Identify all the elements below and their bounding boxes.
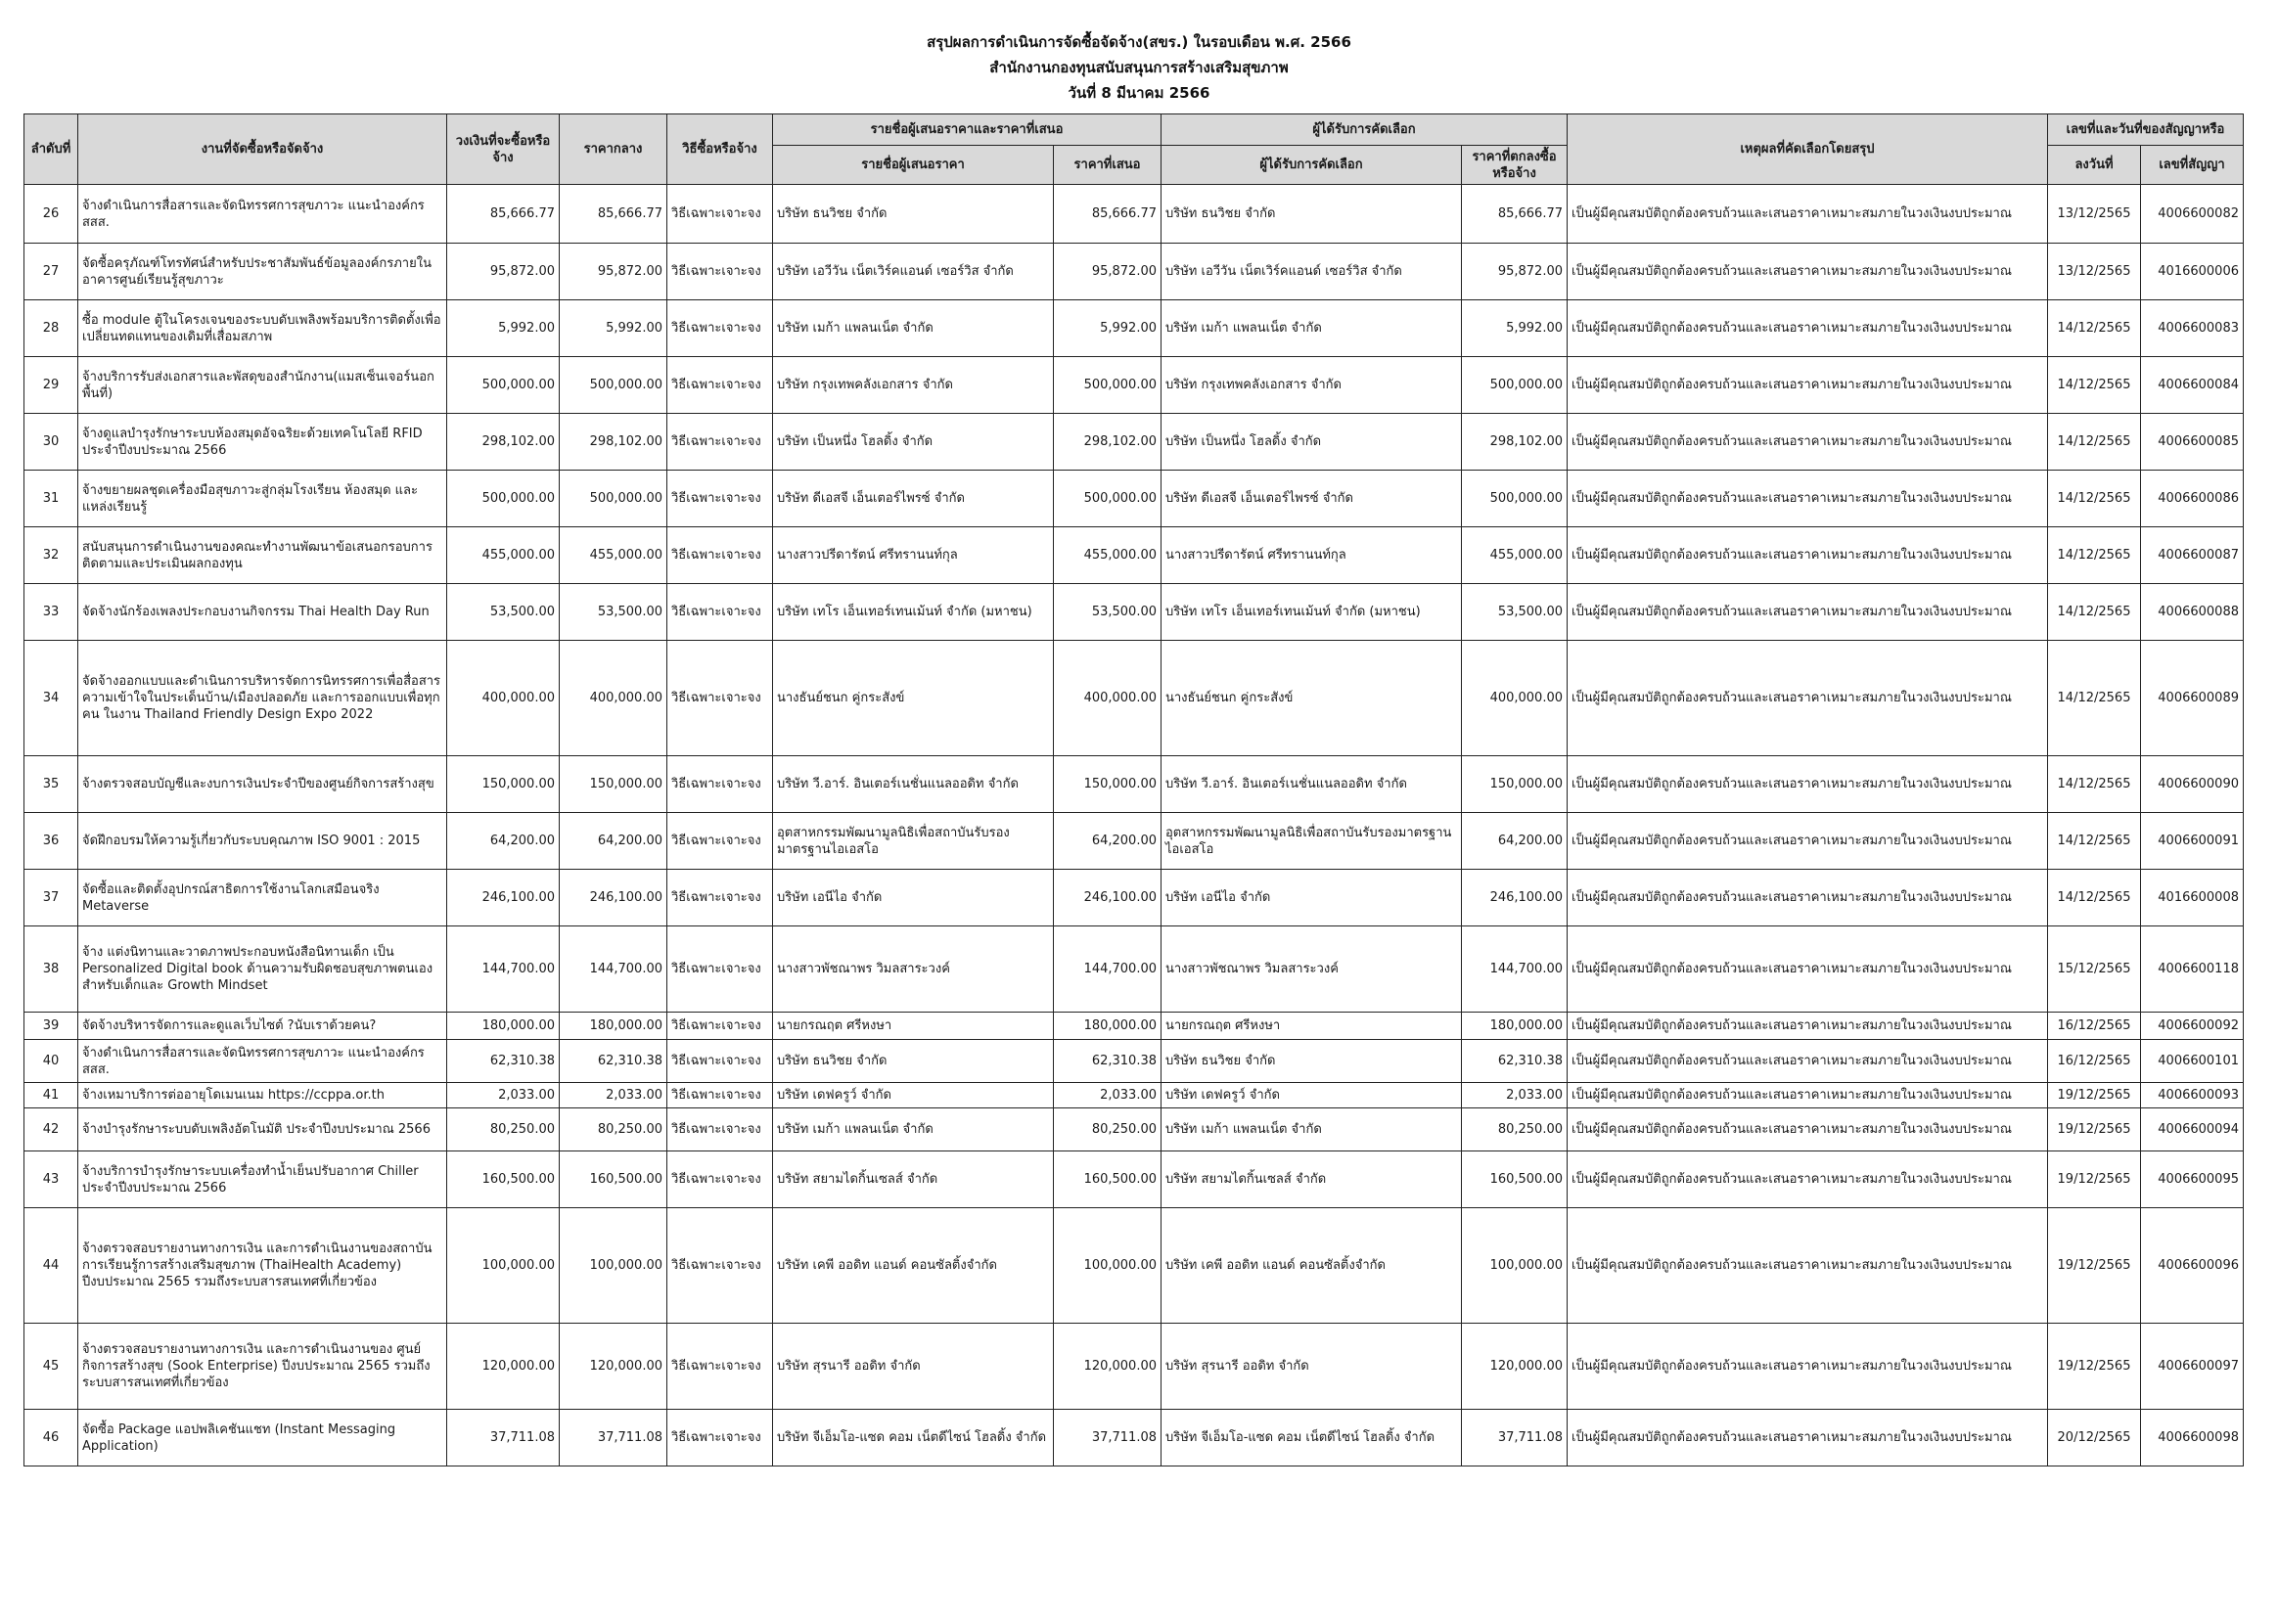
col-header-agreed-price: ราคาที่ตกลงซื้อหรือจ้าง	[1462, 146, 1568, 185]
col-header-median: ราคากลาง	[560, 114, 667, 185]
cell-agreed: 80,250.00	[1462, 1108, 1568, 1151]
cell-date: 14/12/2565	[2048, 756, 2141, 813]
cell-bidder: บริษัท ธนวิชย จำกัด	[773, 1040, 1054, 1083]
cell-no: 43	[24, 1151, 78, 1208]
cell-reason: เป็นผู้มีคุณสมบัติถูกต้องครบถ้วนและเสนอราคาเหมาะสมภายในวงเงินงบประมาณ	[1568, 926, 2048, 1013]
cell-reason: เป็นผู้มีคุณสมบัติถูกต้องครบถ้วนและเสนอราคาเหมาะสมภายในวงเงินงบประมาณ	[1568, 1208, 2048, 1324]
cell-contract: 4016600006	[2141, 244, 2244, 300]
cell-method: วิธีเฉพาะเจาะจง	[667, 244, 773, 300]
cell-reason: เป็นผู้มีคุณสมบัติถูกต้องครบถ้วนและเสนอราคาเหมาะสมภายในวงเงินงบประมาณ	[1568, 244, 2048, 300]
cell-agreed: 5,992.00	[1462, 300, 1568, 357]
cell-bid: 180,000.00	[1054, 1013, 1162, 1040]
procurement-table	[23, 113, 2244, 1466]
cell-date: 19/12/2565	[2048, 1208, 2141, 1324]
cell-reason: เป็นผู้มีคุณสมบัติถูกต้องครบถ้วนและเสนอราคาเหมาะสมภายในวงเงินงบประมาณ	[1568, 584, 2048, 641]
cell-method: วิธีเฉพาะเจาะจง	[667, 870, 773, 926]
cell-winner: บริษัท เป็นหนึ่ง โฮลดิ้ง จำกัด	[1162, 414, 1462, 471]
cell-budget: 5,992.00	[447, 300, 560, 357]
cell-agreed: 500,000.00	[1462, 357, 1568, 414]
cell-reason: เป็นผู้มีคุณสมบัติถูกต้องครบถ้วนและเสนอราคาเหมาะสมภายในวงเงินงบประมาณ	[1568, 1013, 2048, 1040]
table-row	[24, 1208, 2244, 1324]
cell-method: วิธีเฉพาะเจาะจง	[667, 756, 773, 813]
cell-budget: 95,872.00	[447, 244, 560, 300]
cell-agreed: 95,872.00	[1462, 244, 1568, 300]
col-group-contract: เลขที่และวันที่ของสัญญาหรือ	[2048, 114, 2244, 146]
table-row	[24, 1013, 2244, 1040]
table-row	[24, 527, 2244, 584]
cell-median: 62,310.38	[560, 1040, 667, 1083]
cell-budget: 64,200.00	[447, 813, 560, 870]
cell-agreed: 500,000.00	[1462, 471, 1568, 527]
cell-bid: 500,000.00	[1054, 471, 1162, 527]
cell-contract: 4006600091	[2141, 813, 2244, 870]
cell-winner: บริษัท สุรนารี ออดิท จำกัด	[1162, 1324, 1462, 1410]
cell-contract: 4006600085	[2141, 414, 2244, 471]
cell-no: 35	[24, 756, 78, 813]
cell-median: 180,000.00	[560, 1013, 667, 1040]
cell-contract: 4006600087	[2141, 527, 2244, 584]
cell-no: 34	[24, 641, 78, 756]
cell-winner: บริษัท ธนวิชย จำกัด	[1162, 1040, 1462, 1083]
cell-winner: นางธันย์ชนก คู่กระสังข์	[1162, 641, 1462, 756]
cell-task: สนับสนุนการดำเนินงานของคณะทำงานพัฒนาข้อเสนอกรอบการติดตามและประเมินผลกองทุน	[78, 527, 447, 584]
cell-bid: 160,500.00	[1054, 1151, 1162, 1208]
cell-method: วิธีเฉพาะเจาะจง	[667, 1013, 773, 1040]
cell-bidder: บริษัท เคพี ออดิท แอนด์ คอนซัลติ้งจำกัด	[773, 1208, 1054, 1324]
col-header-contract-no: เลขที่สัญญา	[2141, 146, 2244, 185]
cell-task: จ้างตรวจสอบรายงานทางการเงิน และการดำเนินงานของสถาบันการเรียนรู้การสร้างเสริมสุขภาพ (ThaiHealth Academy) ปีงบประมาณ 2565 รวมถึงระบบสารสนเทศที่เกี่ยวข้อง	[78, 1208, 447, 1324]
table-row	[24, 813, 2244, 870]
cell-task: ซื้อ module ตู้ในโครงเจนของระบบดับเพลิงพร้อมบริการติดตั้งเพื่อเปลี่ยนทดแทนของเดิมที่เสื่อมสภาพ	[78, 300, 447, 357]
cell-median: 95,872.00	[560, 244, 667, 300]
cell-winner: นางสาวพัชณาพร วิมลสาระวงค์	[1162, 926, 1462, 1013]
cell-median: 2,033.00	[560, 1083, 667, 1108]
cell-date: 13/12/2565	[2048, 185, 2141, 244]
cell-winner: นางสาวปรีดารัตน์ ศรีทรานนท์กุล	[1162, 527, 1462, 584]
cell-contract: 4006600094	[2141, 1108, 2244, 1151]
report-header	[0, 29, 2278, 106]
cell-bid: 150,000.00	[1054, 756, 1162, 813]
cell-contract: 4006600098	[2141, 1410, 2244, 1466]
cell-reason: เป็นผู้มีคุณสมบัติถูกต้องครบถ้วนและเสนอราคาเหมาะสมภายในวงเงินงบประมาณ	[1568, 414, 2048, 471]
cell-bid: 298,102.00	[1054, 414, 1162, 471]
table-row	[24, 185, 2244, 244]
cell-reason: เป็นผู้มีคุณสมบัติถูกต้องครบถ้วนและเสนอราคาเหมาะสมภายในวงเงินงบประมาณ	[1568, 1040, 2048, 1083]
cell-bid: 5,992.00	[1054, 300, 1162, 357]
cell-reason: เป็นผู้มีคุณสมบัติถูกต้องครบถ้วนและเสนอราคาเหมาะสมภายในวงเงินงบประมาณ	[1568, 756, 2048, 813]
cell-winner: บริษัท จีเอ็มโอ-แซด คอม เน็ตดีไซน์ โฮลดิ้ง จำกัด	[1162, 1410, 1462, 1466]
cell-task: จ้างดำเนินการสื่อสารและจัดนิทรรศการสุขภาวะ แนะนำองค์กร สสส.	[78, 1040, 447, 1083]
col-header-winner-name: ผู้ได้รับการคัดเลือก	[1162, 146, 1462, 185]
cell-bid: 100,000.00	[1054, 1208, 1162, 1324]
cell-method: วิธีเฉพาะเจาะจง	[667, 471, 773, 527]
table-row	[24, 471, 2244, 527]
col-group-bidders: รายชื่อผู้เสนอราคาและราคาที่เสนอ	[773, 114, 1162, 146]
cell-agreed: 53,500.00	[1462, 584, 1568, 641]
cell-winner: บริษัท ธนวิชย จำกัด	[1162, 185, 1462, 244]
cell-no: 32	[24, 527, 78, 584]
cell-agreed: 246,100.00	[1462, 870, 1568, 926]
cell-median: 150,000.00	[560, 756, 667, 813]
cell-date: 16/12/2565	[2048, 1013, 2141, 1040]
cell-contract: 4006600088	[2141, 584, 2244, 641]
cell-method: วิธีเฉพาะเจาะจง	[667, 641, 773, 756]
cell-bidder: บริษัท ดีเอสจี เอ็นเตอร์ไพรซ์ จำกัด	[773, 471, 1054, 527]
cell-median: 160,500.00	[560, 1151, 667, 1208]
cell-contract: 4006600095	[2141, 1151, 2244, 1208]
cell-median: 500,000.00	[560, 471, 667, 527]
cell-winner: บริษัท เอนีไอ จำกัด	[1162, 870, 1462, 926]
cell-method: วิธีเฉพาะเจาะจง	[667, 1208, 773, 1324]
cell-method: วิธีเฉพาะเจาะจง	[667, 357, 773, 414]
cell-method: วิธีเฉพาะเจาะจง	[667, 1410, 773, 1466]
cell-agreed: 180,000.00	[1462, 1013, 1568, 1040]
col-header-contract-date: ลงวันที่	[2048, 146, 2141, 185]
cell-bidder: นางธันย์ชนก คู่กระสังข์	[773, 641, 1054, 756]
cell-date: 16/12/2565	[2048, 1040, 2141, 1083]
col-header-bidder-name: รายชื่อผู้เสนอราคา	[773, 146, 1054, 185]
cell-winner: บริษัท วี.อาร์. อินเตอร์เนชั่นแนลออดิท จำกัด	[1162, 756, 1462, 813]
cell-task: จ้าง แต่งนิทานและวาดภาพประกอบหนังสือนิทานเด็ก เป็น Personalized Digital book ด้านความรับผิดชอบสุขภาพตนเองสำหรับเด็กและ Growth Mindset	[78, 926, 447, 1013]
cell-median: 37,711.08	[560, 1410, 667, 1466]
cell-no: 45	[24, 1324, 78, 1410]
cell-no: 26	[24, 185, 78, 244]
cell-contract: 4006600083	[2141, 300, 2244, 357]
cell-no: 31	[24, 471, 78, 527]
cell-median: 246,100.00	[560, 870, 667, 926]
cell-bid: 2,033.00	[1054, 1083, 1162, 1108]
cell-bidder: บริษัท สยามไดกิ้นเซลส์ จำกัด	[773, 1151, 1054, 1208]
cell-method: วิธีเฉพาะเจาะจง	[667, 414, 773, 471]
cell-agreed: 144,700.00	[1462, 926, 1568, 1013]
cell-contract: 4006600118	[2141, 926, 2244, 1013]
cell-task: จัดจ้างนักร้องเพลงประกอบงานกิจกรรม Thai Health Day Run	[78, 584, 447, 641]
cell-task: จ้างบริการรับส่งเอกสารและพัสดุของสำนักงาน(แมสเซ็นเจอร์นอกพื้นที่)	[78, 357, 447, 414]
col-header-no: ลำดับที่	[24, 114, 78, 185]
report-date: วันที่ 8 มีนาคม 2566	[1068, 84, 1210, 102]
cell-date: 19/12/2565	[2048, 1324, 2141, 1410]
cell-contract: 4006600086	[2141, 471, 2244, 527]
table-row	[24, 1410, 2244, 1466]
cell-reason: เป็นผู้มีคุณสมบัติถูกต้องครบถ้วนและเสนอราคาเหมาะสมภายในวงเงินงบประมาณ	[1568, 527, 2048, 584]
cell-method: วิธีเฉพาะเจาะจง	[667, 527, 773, 584]
report-title: สรุปผลการดำเนินการจัดซื้อจัดจ้าง(สขร.) ในรอบเดือน พ.ศ. 2566	[927, 33, 1351, 51]
table-row	[24, 1040, 2244, 1083]
cell-winner: บริษัท สยามไดกิ้นเซลส์ จำกัด	[1162, 1151, 1462, 1208]
cell-median: 53,500.00	[560, 584, 667, 641]
cell-task: จัดฝึกอบรมให้ความรู้เกี่ยวกับระบบคุณภาพ ISO 9001 : 2015	[78, 813, 447, 870]
cell-budget: 100,000.00	[447, 1208, 560, 1324]
cell-budget: 500,000.00	[447, 357, 560, 414]
cell-bidder: บริษัท เอวีวัน เน็ตเวิร์คแอนด์ เซอร์วิส จำกัด	[773, 244, 1054, 300]
cell-reason: เป็นผู้มีคุณสมบัติถูกต้องครบถ้วนและเสนอราคาเหมาะสมภายในวงเงินงบประมาณ	[1568, 357, 2048, 414]
cell-contract: 4006600082	[2141, 185, 2244, 244]
cell-date: 14/12/2565	[2048, 813, 2141, 870]
cell-bid: 144,700.00	[1054, 926, 1162, 1013]
table-body	[24, 185, 2244, 1466]
cell-budget: 53,500.00	[447, 584, 560, 641]
table-row	[24, 756, 2244, 813]
table-row	[24, 584, 2244, 641]
cell-contract: 4006600093	[2141, 1083, 2244, 1108]
col-header-bid-price: ราคาที่เสนอ	[1054, 146, 1162, 185]
cell-median: 5,992.00	[560, 300, 667, 357]
cell-bidder: บริษัท วี.อาร์. อินเตอร์เนชั่นแนลออดิท จำกัด	[773, 756, 1054, 813]
cell-contract: 4016600008	[2141, 870, 2244, 926]
cell-median: 64,200.00	[560, 813, 667, 870]
table-row	[24, 244, 2244, 300]
cell-contract: 4006600089	[2141, 641, 2244, 756]
cell-date: 15/12/2565	[2048, 926, 2141, 1013]
cell-median: 120,000.00	[560, 1324, 667, 1410]
cell-date: 14/12/2565	[2048, 527, 2141, 584]
cell-budget: 400,000.00	[447, 641, 560, 756]
cell-budget: 298,102.00	[447, 414, 560, 471]
cell-no: 40	[24, 1040, 78, 1083]
cell-task: จ้างตรวจสอบรายงานทางการเงิน และการดำเนินงานของ ศูนย์กิจการสร้างสุข (Sook Enterprise) ปีงบประมาณ 2565 รวมถึงระบบสารสนเทศที่เกี่ยวข้อง	[78, 1324, 447, 1410]
cell-task: จ้างบำรุงรักษาระบบดับเพลิงอัตโนมัติ ประจำปีงบประมาณ 2566	[78, 1108, 447, 1151]
cell-method: วิธีเฉพาะเจาะจง	[667, 300, 773, 357]
cell-bid: 53,500.00	[1054, 584, 1162, 641]
cell-agreed: 298,102.00	[1462, 414, 1568, 471]
cell-task: จ้างขยายผลชุดเครื่องมือสุขภาวะสู่กลุ่มโรงเรียน ห้องสมุด และแหล่งเรียนรู้	[78, 471, 447, 527]
cell-budget: 150,000.00	[447, 756, 560, 813]
cell-date: 14/12/2565	[2048, 641, 2141, 756]
cell-task: จ้างตรวจสอบบัญชีและงบการเงินประจำปีของศูนย์กิจการสร้างสุข	[78, 756, 447, 813]
cell-budget: 85,666.77	[447, 185, 560, 244]
cell-median: 400,000.00	[560, 641, 667, 756]
cell-contract: 4006600092	[2141, 1013, 2244, 1040]
cell-task: จัดจ้างบริหารจัดการและดูแลเว็บไซต์ ?นับเราด้วยคน?	[78, 1013, 447, 1040]
cell-agreed: 85,666.77	[1462, 185, 1568, 244]
cell-date: 14/12/2565	[2048, 584, 2141, 641]
cell-budget: 180,000.00	[447, 1013, 560, 1040]
cell-no: 28	[24, 300, 78, 357]
cell-bidder: บริษัท เทโร เอ็นเทอร์เทนเม้นท์ จำกัด (มหาชน)	[773, 584, 1054, 641]
cell-method: วิธีเฉพาะเจาะจง	[667, 926, 773, 1013]
table-row	[24, 1324, 2244, 1410]
cell-method: วิธีเฉพาะเจาะจง	[667, 1324, 773, 1410]
cell-bid: 120,000.00	[1054, 1324, 1162, 1410]
cell-reason: เป็นผู้มีคุณสมบัติถูกต้องครบถ้วนและเสนอราคาเหมาะสมภายในวงเงินงบประมาณ	[1568, 1083, 2048, 1108]
cell-budget: 80,250.00	[447, 1108, 560, 1151]
cell-date: 19/12/2565	[2048, 1108, 2141, 1151]
cell-reason: เป็นผู้มีคุณสมบัติถูกต้องครบถ้วนและเสนอราคาเหมาะสมภายในวงเงินงบประมาณ	[1568, 870, 2048, 926]
cell-bid: 400,000.00	[1054, 641, 1162, 756]
organization-name: สำนักงานกองทุนสนับสนุนการสร้างเสริมสุขภาพ	[989, 59, 1289, 76]
cell-no: 38	[24, 926, 78, 1013]
cell-contract: 4006600090	[2141, 756, 2244, 813]
cell-method: วิธีเฉพาะเจาะจง	[667, 185, 773, 244]
cell-bidder: บริษัท เดฟครูว์ จำกัด	[773, 1083, 1054, 1108]
cell-date: 19/12/2565	[2048, 1151, 2141, 1208]
cell-contract: 4006600084	[2141, 357, 2244, 414]
cell-bidder: บริษัท กรุงเทพคลังเอกสาร จำกัด	[773, 357, 1054, 414]
cell-budget: 246,100.00	[447, 870, 560, 926]
cell-median: 85,666.77	[560, 185, 667, 244]
cell-median: 298,102.00	[560, 414, 667, 471]
cell-agreed: 400,000.00	[1462, 641, 1568, 756]
cell-bidder: นางสาวปรีดารัตน์ ศรีทรานนท์กุล	[773, 527, 1054, 584]
cell-method: วิธีเฉพาะเจาะจง	[667, 1083, 773, 1108]
cell-bidder: บริษัท ธนวิชย จำกัด	[773, 185, 1054, 244]
cell-reason: เป็นผู้มีคุณสมบัติถูกต้องครบถ้วนและเสนอราคาเหมาะสมภายในวงเงินงบประมาณ	[1568, 185, 2048, 244]
cell-bidder: บริษัท เป็นหนึ่ง โฮลดิ้ง จำกัด	[773, 414, 1054, 471]
cell-winner: บริษัท เอวีวัน เน็ตเวิร์คแอนด์ เซอร์วิส จำกัด	[1162, 244, 1462, 300]
cell-no: 33	[24, 584, 78, 641]
cell-winner: บริษัท ดีเอสจี เอ็นเตอร์ไพรซ์ จำกัด	[1162, 471, 1462, 527]
cell-budget: 120,000.00	[447, 1324, 560, 1410]
cell-task: จัดซื้อครุภัณฑ์โทรทัศน์สำหรับประชาสัมพันธ์ข้อมูลองค์กรภายในอาคารศูนย์เรียนรู้สุขภาวะ	[78, 244, 447, 300]
cell-date: 13/12/2565	[2048, 244, 2141, 300]
cell-median: 500,000.00	[560, 357, 667, 414]
cell-winner: บริษัท เทโร เอ็นเทอร์เทนเม้นท์ จำกัด (มหาชน)	[1162, 584, 1462, 641]
cell-bidder: บริษัท เมก้า แพลนเน็ต จำกัด	[773, 1108, 1054, 1151]
cell-winner: นายกรณฤต ศรีหงษา	[1162, 1013, 1462, 1040]
table-row	[24, 926, 2244, 1013]
cell-bidder: บริษัท เมก้า แพลนเน็ต จำกัด	[773, 300, 1054, 357]
cell-task: จ้างดำเนินการสื่อสารและจัดนิทรรศการสุขภาวะ แนะนำองค์กร สสส.	[78, 185, 447, 244]
cell-task: จ้างดูแลบำรุงรักษาระบบห้องสมุดอัจฉริยะด้วยเทคโนโลยี RFID ประจำปีงบประมาณ 2566	[78, 414, 447, 471]
cell-contract: 4006600101	[2141, 1040, 2244, 1083]
cell-date: 14/12/2565	[2048, 357, 2141, 414]
cell-budget: 37,711.08	[447, 1410, 560, 1466]
col-group-selected: ผู้ได้รับการคัดเลือก	[1162, 114, 1568, 146]
cell-reason: เป็นผู้มีคุณสมบัติถูกต้องครบถ้วนและเสนอราคาเหมาะสมภายในวงเงินงบประมาณ	[1568, 813, 2048, 870]
cell-method: วิธีเฉพาะเจาะจง	[667, 1040, 773, 1083]
cell-bid: 246,100.00	[1054, 870, 1162, 926]
table-row	[24, 1151, 2244, 1208]
cell-no: 46	[24, 1410, 78, 1466]
cell-no: 30	[24, 414, 78, 471]
cell-bidder: บริษัท จีเอ็มโอ-แซด คอม เน็ตดีไซน์ โฮลดิ้ง จำกัด	[773, 1410, 1054, 1466]
cell-reason: เป็นผู้มีคุณสมบัติถูกต้องครบถ้วนและเสนอราคาเหมาะสมภายในวงเงินงบประมาณ	[1568, 1324, 2048, 1410]
cell-agreed: 120,000.00	[1462, 1324, 1568, 1410]
cell-no: 29	[24, 357, 78, 414]
cell-winner: บริษัท เคพี ออดิท แอนด์ คอนซัลติ้งจำกัด	[1162, 1208, 1462, 1324]
cell-bid: 500,000.00	[1054, 357, 1162, 414]
cell-agreed: 455,000.00	[1462, 527, 1568, 584]
cell-reason: เป็นผู้มีคุณสมบัติถูกต้องครบถ้วนและเสนอราคาเหมาะสมภายในวงเงินงบประมาณ	[1568, 1108, 2048, 1151]
cell-bid: 64,200.00	[1054, 813, 1162, 870]
cell-no: 27	[24, 244, 78, 300]
cell-reason: เป็นผู้มีคุณสมบัติถูกต้องครบถ้วนและเสนอราคาเหมาะสมภายในวงเงินงบประมาณ	[1568, 300, 2048, 357]
cell-contract: 4006600096	[2141, 1208, 2244, 1324]
cell-task: จัดซื้อและติดตั้งอุปกรณ์สาธิตการใช้งานโลกเสมือนจริง Metaverse	[78, 870, 447, 926]
table-row	[24, 1083, 2244, 1108]
table-row	[24, 414, 2244, 471]
cell-agreed: 160,500.00	[1462, 1151, 1568, 1208]
table-row	[24, 1108, 2244, 1151]
cell-winner: อุตสาหกรรมพัฒนามูลนิธิเพื่อสถาบันรับรองมาตรฐานไอเอสโอ	[1162, 813, 1462, 870]
cell-date: 20/12/2565	[2048, 1410, 2141, 1466]
cell-task: จัดซื้อ Package แอปพลิเคชันแชท (Instant Messaging Application)	[78, 1410, 447, 1466]
cell-bid: 95,872.00	[1054, 244, 1162, 300]
table-row	[24, 357, 2244, 414]
cell-median: 100,000.00	[560, 1208, 667, 1324]
cell-budget: 144,700.00	[447, 926, 560, 1013]
cell-bid: 37,711.08	[1054, 1410, 1162, 1466]
cell-agreed: 62,310.38	[1462, 1040, 1568, 1083]
cell-budget: 500,000.00	[447, 471, 560, 527]
cell-reason: เป็นผู้มีคุณสมบัติถูกต้องครบถ้วนและเสนอราคาเหมาะสมภายในวงเงินงบประมาณ	[1568, 1151, 2048, 1208]
table-row	[24, 870, 2244, 926]
cell-bidder: บริษัท เอนีไอ จำกัด	[773, 870, 1054, 926]
cell-contract: 4006600097	[2141, 1324, 2244, 1410]
cell-agreed: 2,033.00	[1462, 1083, 1568, 1108]
cell-date: 14/12/2565	[2048, 300, 2141, 357]
cell-budget: 160,500.00	[447, 1151, 560, 1208]
cell-bid: 62,310.38	[1054, 1040, 1162, 1083]
cell-agreed: 100,000.00	[1462, 1208, 1568, 1324]
cell-reason: เป็นผู้มีคุณสมบัติถูกต้องครบถ้วนและเสนอราคาเหมาะสมภายในวงเงินงบประมาณ	[1568, 641, 2048, 756]
cell-task: จัดจ้างออกแบบและดำเนินการบริหารจัดการนิทรรศการเพื่อสื่อสารความเข้าใจในประเด็นบ้าน/เมืองปลอดภัย และการออกแบบเพื่อทุกคน ในงาน Thailand Friendly Design Expo 2022	[78, 641, 447, 756]
cell-winner: บริษัท เดฟครูว์ จำกัด	[1162, 1083, 1462, 1108]
col-header-task: งานที่จัดซื้อหรือจัดจ้าง	[78, 114, 447, 185]
cell-bidder: บริษัท สุรนารี ออดิท จำกัด	[773, 1324, 1054, 1410]
col-header-reason: เหตุผลที่คัดเลือกโดยสรุป	[1568, 114, 2048, 185]
cell-median: 144,700.00	[560, 926, 667, 1013]
cell-reason: เป็นผู้มีคุณสมบัติถูกต้องครบถ้วนและเสนอราคาเหมาะสมภายในวงเงินงบประมาณ	[1568, 471, 2048, 527]
cell-bidder: นายกรณฤต ศรีหงษา	[773, 1013, 1054, 1040]
cell-budget: 62,310.38	[447, 1040, 560, 1083]
cell-budget: 2,033.00	[447, 1083, 560, 1108]
cell-agreed: 37,711.08	[1462, 1410, 1568, 1466]
cell-winner: บริษัท กรุงเทพคลังเอกสาร จำกัด	[1162, 357, 1462, 414]
cell-task: จ้างบริการบำรุงรักษาระบบเครื่องทำน้ำเย็นปรับอากาศ Chiller ประจำปีงบประมาณ 2566	[78, 1151, 447, 1208]
cell-date: 14/12/2565	[2048, 471, 2141, 527]
cell-date: 19/12/2565	[2048, 1083, 2141, 1108]
cell-no: 36	[24, 813, 78, 870]
cell-agreed: 64,200.00	[1462, 813, 1568, 870]
cell-no: 44	[24, 1208, 78, 1324]
cell-method: วิธีเฉพาะเจาะจง	[667, 1151, 773, 1208]
cell-winner: บริษัท เมก้า แพลนเน็ต จำกัด	[1162, 300, 1462, 357]
cell-median: 80,250.00	[560, 1108, 667, 1151]
cell-date: 14/12/2565	[2048, 870, 2141, 926]
cell-reason: เป็นผู้มีคุณสมบัติถูกต้องครบถ้วนและเสนอราคาเหมาะสมภายในวงเงินงบประมาณ	[1568, 1410, 2048, 1466]
cell-method: วิธีเฉพาะเจาะจง	[667, 1108, 773, 1151]
cell-bid: 455,000.00	[1054, 527, 1162, 584]
cell-winner: บริษัท เมก้า แพลนเน็ต จำกัด	[1162, 1108, 1462, 1151]
cell-method: วิธีเฉพาะเจาะจง	[667, 584, 773, 641]
cell-agreed: 150,000.00	[1462, 756, 1568, 813]
cell-date: 14/12/2565	[2048, 414, 2141, 471]
col-header-method: วิธีซื้อหรือจ้าง	[667, 114, 773, 185]
col-header-budget: วงเงินที่จะซื้อหรือจ้าง	[447, 114, 560, 185]
cell-bidder: นางสาวพัชณาพร วิมลสาระวงค์	[773, 926, 1054, 1013]
cell-bid: 85,666.77	[1054, 185, 1162, 244]
cell-median: 455,000.00	[560, 527, 667, 584]
cell-method: วิธีเฉพาะเจาะจง	[667, 813, 773, 870]
cell-bidder: อุตสาหกรรมพัฒนามูลนิธิเพื่อสถาบันรับรองมาตรฐานไอเอสโอ	[773, 813, 1054, 870]
cell-task: จ้างเหมาบริการต่ออายุโดเมนเนม https://ccppa.or.th	[78, 1083, 447, 1108]
cell-no: 42	[24, 1108, 78, 1151]
table-row	[24, 300, 2244, 357]
cell-no: 37	[24, 870, 78, 926]
cell-budget: 455,000.00	[447, 527, 560, 584]
table-row	[24, 641, 2244, 756]
cell-no: 39	[24, 1013, 78, 1040]
cell-no: 41	[24, 1083, 78, 1108]
cell-bid: 80,250.00	[1054, 1108, 1162, 1151]
